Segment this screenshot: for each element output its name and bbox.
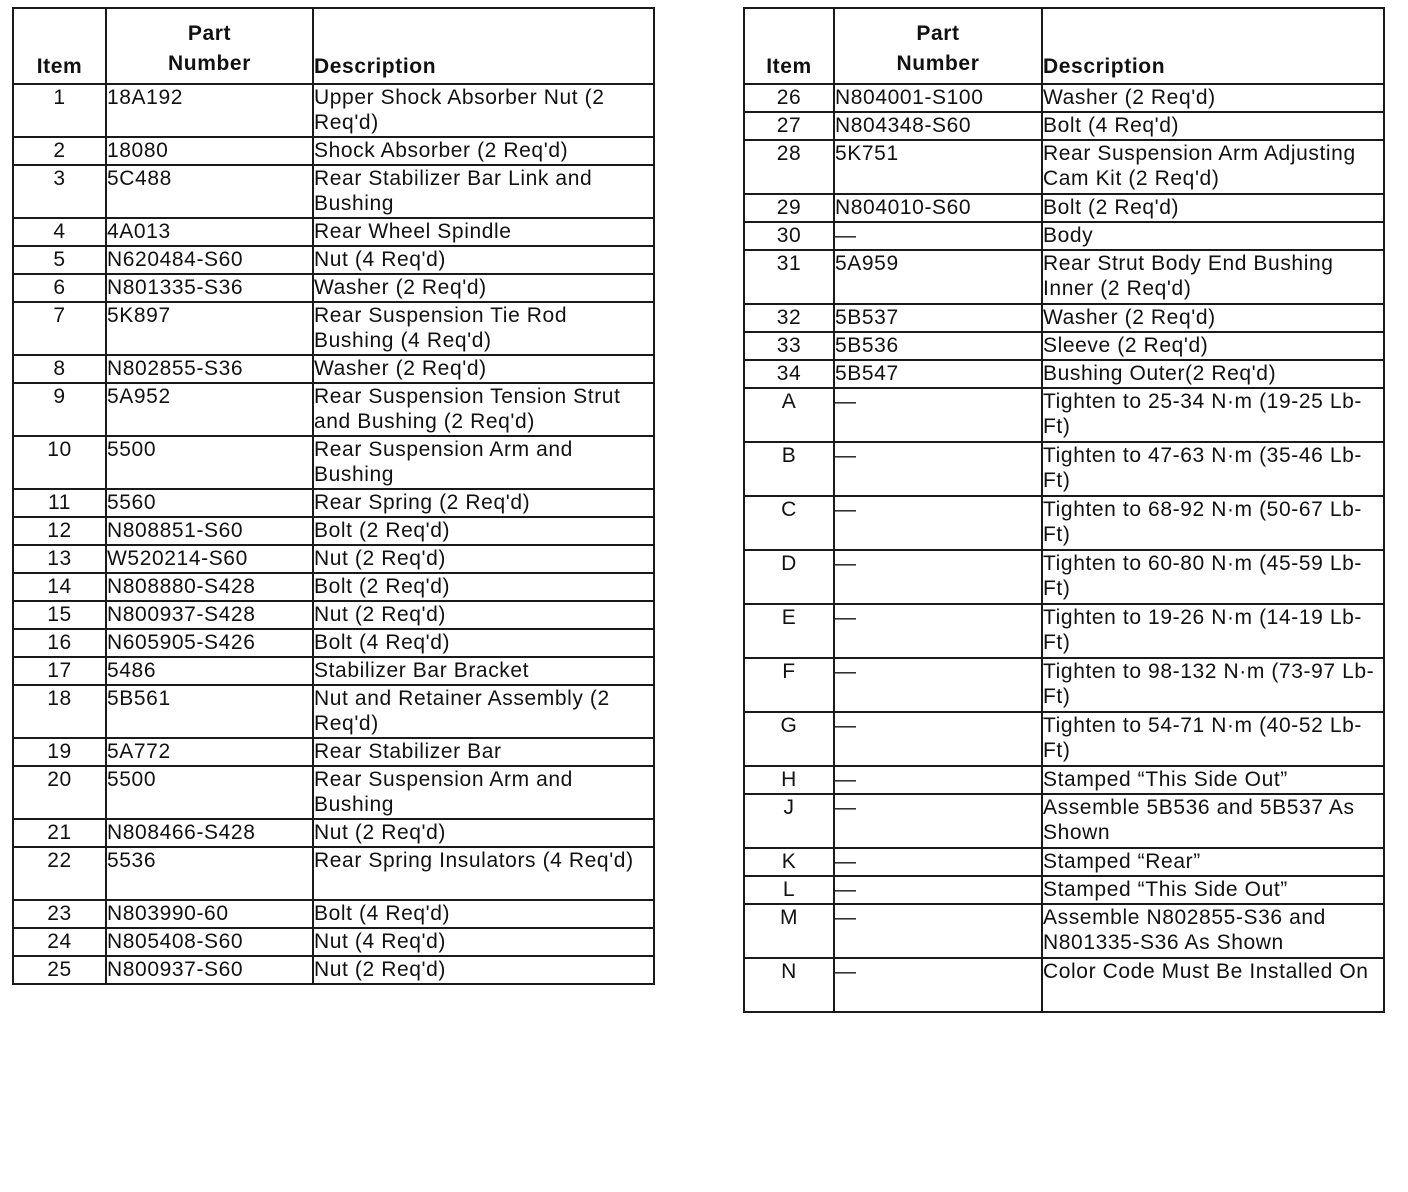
table-row xyxy=(744,904,1384,958)
table-row xyxy=(744,876,1384,904)
table-row xyxy=(13,573,654,601)
part-number-cell: N808880-S428 xyxy=(106,573,313,601)
item-cell: F xyxy=(744,658,834,712)
table-row xyxy=(744,304,1384,332)
item-cell: 13 xyxy=(13,545,106,573)
item-cell: 23 xyxy=(13,900,106,928)
part-number-cell: N605905-S426 xyxy=(106,629,313,657)
part-number-cell: N804348-S60 xyxy=(834,112,1042,140)
description-cell: Rear Stabilizer Bar Link and Bushing xyxy=(313,165,654,218)
item-cell: 2 xyxy=(13,137,106,165)
header-item: Item xyxy=(13,8,106,84)
table-row xyxy=(13,246,654,274)
description-cell: Stamped “This Side Out” xyxy=(1042,876,1384,904)
table-row xyxy=(744,194,1384,222)
table-row xyxy=(744,222,1384,250)
table-row xyxy=(13,657,654,685)
item-cell: 5 xyxy=(13,246,106,274)
table-row xyxy=(744,250,1384,304)
item-cell: C xyxy=(744,496,834,550)
part-number-cell: — xyxy=(834,766,1042,794)
part-number-cell: N803990-60 xyxy=(106,900,313,928)
description-cell: Bolt (2 Req'd) xyxy=(313,517,654,545)
table-row xyxy=(13,956,654,984)
description-cell: Assemble 5B536 and 5B537 As Shown xyxy=(1042,794,1384,848)
part-number-cell: 5560 xyxy=(106,489,313,517)
part-number-cell: 5K751 xyxy=(834,140,1042,194)
left-table-body xyxy=(13,84,654,984)
description-cell: Washer (2 Req'd) xyxy=(313,355,654,383)
table-row xyxy=(13,900,654,928)
description-cell: Rear Suspension Arm and Bushing xyxy=(313,436,654,489)
table-row xyxy=(744,84,1384,112)
item-cell: G xyxy=(744,712,834,766)
item-cell: 8 xyxy=(13,355,106,383)
item-cell: 19 xyxy=(13,738,106,766)
item-cell: 14 xyxy=(13,573,106,601)
item-cell: 18 xyxy=(13,685,106,738)
part-number-cell: N805408-S60 xyxy=(106,928,313,956)
part-number-cell: 5B561 xyxy=(106,685,313,738)
table-row xyxy=(13,928,654,956)
item-cell: 29 xyxy=(744,194,834,222)
description-cell: Color Code Must Be Installed On xyxy=(1042,958,1384,1012)
item-cell: 32 xyxy=(744,304,834,332)
description-cell: Stamped “This Side Out” xyxy=(1042,766,1384,794)
item-cell: A xyxy=(744,388,834,442)
part-number-cell: N620484-S60 xyxy=(106,246,313,274)
table-row xyxy=(744,112,1384,140)
part-number-cell: 5A952 xyxy=(106,383,313,436)
part-number-cell: — xyxy=(834,388,1042,442)
table-row xyxy=(13,819,654,847)
part-number-cell: — xyxy=(834,876,1042,904)
table-row xyxy=(744,332,1384,360)
item-cell: H xyxy=(744,766,834,794)
part-number-cell: — xyxy=(834,550,1042,604)
header-description: Description xyxy=(1042,8,1384,84)
table-row xyxy=(13,383,654,436)
part-number-cell: N808851-S60 xyxy=(106,517,313,545)
item-cell: 9 xyxy=(13,383,106,436)
item-cell: 21 xyxy=(13,819,106,847)
part-number-cell: N801335-S36 xyxy=(106,274,313,302)
description-cell: Washer (2 Req'd) xyxy=(1042,84,1384,112)
header-number-word: Number xyxy=(168,52,251,75)
table-row xyxy=(744,388,1384,442)
description-cell: Washer (2 Req'd) xyxy=(313,274,654,302)
table-row xyxy=(744,140,1384,194)
parts-table-right xyxy=(743,7,1385,1013)
description-cell: Bolt (2 Req'd) xyxy=(313,573,654,601)
item-cell: 25 xyxy=(13,956,106,984)
description-cell: Body xyxy=(1042,222,1384,250)
item-cell: 31 xyxy=(744,250,834,304)
part-number-cell: 5536 xyxy=(106,847,313,900)
item-cell: 30 xyxy=(744,222,834,250)
table-row xyxy=(13,302,654,355)
part-number-cell: 5B537 xyxy=(834,304,1042,332)
description-cell: Rear Suspension Tie Rod Bushing (4 Req'd) xyxy=(313,302,654,355)
part-number-cell: 5A772 xyxy=(106,738,313,766)
description-cell: Nut (2 Req'd) xyxy=(313,545,654,573)
item-cell: 3 xyxy=(13,165,106,218)
item-cell: E xyxy=(744,604,834,658)
part-number-cell: 18A192 xyxy=(106,84,313,137)
header-number-word: Number xyxy=(896,52,980,75)
description-cell: Nut (4 Req'd) xyxy=(313,246,654,274)
item-cell: 10 xyxy=(13,436,106,489)
part-number-cell: 5C488 xyxy=(106,165,313,218)
description-cell: Tighten to 68-92 N·m (50-67 Lb-Ft) xyxy=(1042,496,1384,550)
header-part-word: Part xyxy=(916,22,960,45)
item-cell: 17 xyxy=(13,657,106,685)
item-cell: 27 xyxy=(744,112,834,140)
table-row xyxy=(744,658,1384,712)
part-number-cell: — xyxy=(834,712,1042,766)
description-cell: Rear Stabilizer Bar xyxy=(313,738,654,766)
part-number-cell: — xyxy=(834,904,1042,958)
description-cell: Shock Absorber (2 Req'd) xyxy=(313,137,654,165)
table-row xyxy=(13,517,654,545)
description-cell: Rear Wheel Spindle xyxy=(313,218,654,246)
right-table-body xyxy=(744,84,1384,1012)
table-row xyxy=(13,685,654,738)
item-cell: 20 xyxy=(13,766,106,819)
part-number-cell: — xyxy=(834,658,1042,712)
item-cell: 22 xyxy=(13,847,106,900)
description-cell: Nut (2 Req'd) xyxy=(313,601,654,629)
description-cell: Rear Spring (2 Req'd) xyxy=(313,489,654,517)
part-number-cell: W520214-S60 xyxy=(106,545,313,573)
table-row xyxy=(13,274,654,302)
table-row xyxy=(744,794,1384,848)
item-cell: M xyxy=(744,904,834,958)
table-row xyxy=(13,847,654,900)
part-number-cell: 5500 xyxy=(106,436,313,489)
description-cell: Assemble N802855-S36 and N801335-S36 As Shown xyxy=(1042,904,1384,958)
table-row xyxy=(13,218,654,246)
table-row xyxy=(13,545,654,573)
part-number-cell: — xyxy=(834,794,1042,848)
item-cell: 1 xyxy=(13,84,106,137)
table-row xyxy=(744,360,1384,388)
table-row xyxy=(13,766,654,819)
table-row xyxy=(13,601,654,629)
part-number-cell: — xyxy=(834,958,1042,1012)
description-cell: Rear Suspension Tension Strut and Bushing (2 Req'd) xyxy=(313,383,654,436)
header-row xyxy=(13,8,654,84)
table-row xyxy=(13,489,654,517)
table-row xyxy=(13,355,654,383)
item-cell: N xyxy=(744,958,834,1012)
part-number-cell: N808466-S428 xyxy=(106,819,313,847)
description-cell: Rear Suspension Arm and Bushing xyxy=(313,766,654,819)
item-cell: 33 xyxy=(744,332,834,360)
item-cell: 15 xyxy=(13,601,106,629)
part-number-cell: — xyxy=(834,496,1042,550)
header-row xyxy=(744,8,1384,84)
description-cell: Rear Spring Insulators (4 Req'd) xyxy=(313,847,654,900)
description-cell: Tighten to 54-71 N·m (40-52 Lb-Ft) xyxy=(1042,712,1384,766)
description-cell: Tighten to 47-63 N·m (35-46 Lb-Ft) xyxy=(1042,442,1384,496)
part-number-cell: — xyxy=(834,442,1042,496)
description-cell: Stabilizer Bar Bracket xyxy=(313,657,654,685)
table-row xyxy=(13,738,654,766)
header-item: Item xyxy=(744,8,834,84)
header-description: Description xyxy=(313,8,654,84)
item-cell: 7 xyxy=(13,302,106,355)
table-row xyxy=(744,550,1384,604)
part-number-cell: — xyxy=(834,222,1042,250)
description-cell: Washer (2 Req'd) xyxy=(1042,304,1384,332)
part-number-cell: — xyxy=(834,848,1042,876)
parts-table-left xyxy=(12,7,655,985)
table-row xyxy=(13,137,654,165)
part-number-cell: 5486 xyxy=(106,657,313,685)
description-cell: Nut (4 Req'd) xyxy=(313,928,654,956)
part-number-cell: 5B547 xyxy=(834,360,1042,388)
description-cell: Bolt (2 Req'd) xyxy=(1042,194,1384,222)
item-cell: 6 xyxy=(13,274,106,302)
item-cell: 34 xyxy=(744,360,834,388)
part-number-cell: 5A959 xyxy=(834,250,1042,304)
description-cell: Nut (2 Req'd) xyxy=(313,819,654,847)
description-cell: Tighten to 19-26 N·m (14-19 Lb-Ft) xyxy=(1042,604,1384,658)
item-cell: 26 xyxy=(744,84,834,112)
table-row xyxy=(744,766,1384,794)
item-cell: K xyxy=(744,848,834,876)
part-number-cell: N800937-S428 xyxy=(106,601,313,629)
item-cell: L xyxy=(744,876,834,904)
description-cell: Rear Strut Body End Bushing Inner (2 Req'd) xyxy=(1042,250,1384,304)
part-number-cell: N804001-S100 xyxy=(834,84,1042,112)
description-cell: Bolt (4 Req'd) xyxy=(313,629,654,657)
part-number-cell: — xyxy=(834,604,1042,658)
header-part-number xyxy=(834,8,1042,84)
description-cell: Nut (2 Req'd) xyxy=(313,956,654,984)
part-number-cell: 18080 xyxy=(106,137,313,165)
description-cell: Sleeve (2 Req'd) xyxy=(1042,332,1384,360)
table-row xyxy=(744,712,1384,766)
item-cell: J xyxy=(744,794,834,848)
part-number-cell: 4A013 xyxy=(106,218,313,246)
part-number-cell: N804010-S60 xyxy=(834,194,1042,222)
item-cell: 12 xyxy=(13,517,106,545)
description-cell: Bolt (4 Req'd) xyxy=(313,900,654,928)
header-part-number xyxy=(106,8,313,84)
item-cell: 4 xyxy=(13,218,106,246)
part-number-cell: 5500 xyxy=(106,766,313,819)
part-number-cell: N800937-S60 xyxy=(106,956,313,984)
table-row xyxy=(13,629,654,657)
header-part-word: Part xyxy=(187,22,232,45)
table-row xyxy=(13,436,654,489)
description-cell: Bushing Outer(2 Req'd) xyxy=(1042,360,1384,388)
table-row xyxy=(744,442,1384,496)
item-cell: 28 xyxy=(744,140,834,194)
description-cell: Rear Suspension Arm Adjusting Cam Kit (2 Req'd) xyxy=(1042,140,1384,194)
description-cell: Bolt (4 Req'd) xyxy=(1042,112,1384,140)
table-row xyxy=(13,84,654,137)
item-cell: 11 xyxy=(13,489,106,517)
description-cell: Tighten to 60-80 N·m (45-59 Lb-Ft) xyxy=(1042,550,1384,604)
table-row xyxy=(13,165,654,218)
description-cell: Tighten to 98-132 N·m (73-97 Lb-Ft) xyxy=(1042,658,1384,712)
description-cell: Stamped “Rear” xyxy=(1042,848,1384,876)
part-number-cell: 5K897 xyxy=(106,302,313,355)
table-row xyxy=(744,604,1384,658)
item-cell: 16 xyxy=(13,629,106,657)
item-cell: B xyxy=(744,442,834,496)
table-row xyxy=(744,496,1384,550)
part-number-cell: 5B536 xyxy=(834,332,1042,360)
part-number-cell: N802855-S36 xyxy=(106,355,313,383)
description-cell: Upper Shock Absorber Nut (2 Req'd) xyxy=(313,84,654,137)
description-cell: Nut and Retainer Assembly (2 Req'd) xyxy=(313,685,654,738)
description-cell: Tighten to 25-34 N·m (19-25 Lb-Ft) xyxy=(1042,388,1384,442)
item-cell: 24 xyxy=(13,928,106,956)
item-cell: D xyxy=(744,550,834,604)
table-row xyxy=(744,848,1384,876)
table-row xyxy=(744,958,1384,1012)
